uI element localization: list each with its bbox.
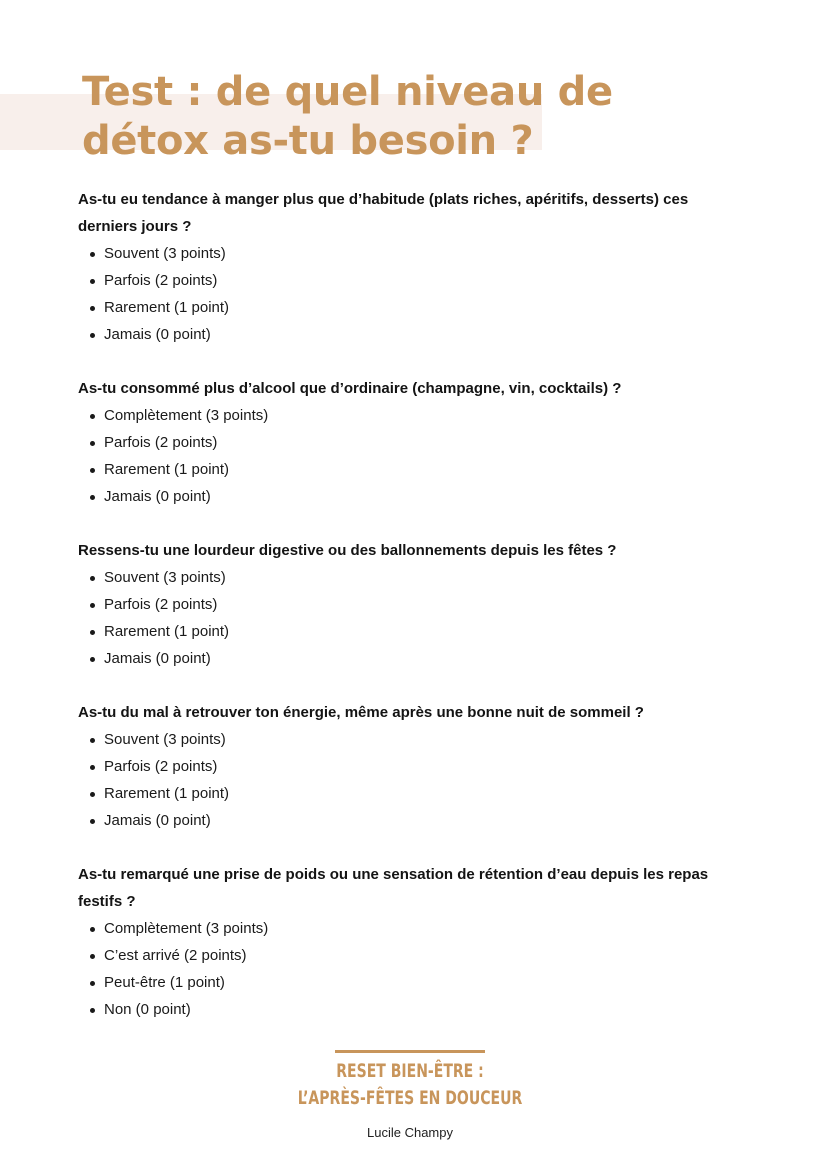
bullet-icon [90, 738, 95, 743]
question-block [78, 375, 748, 510]
answer-option-label: Jamais (0 point) [104, 488, 211, 505]
bullet-icon [90, 603, 95, 608]
bullet-icon [90, 927, 95, 932]
answer-option-label: Parfois (2 points) [104, 434, 218, 451]
page-title-line-2: détox as-tu besoin ? [82, 118, 534, 164]
answer-option [78, 645, 748, 672]
bullet-icon [90, 765, 95, 770]
bullet-icon [90, 333, 95, 338]
answer-option [78, 240, 748, 267]
answer-option [78, 429, 748, 456]
answer-option-label: Rarement (1 point) [104, 299, 230, 316]
answer-option [78, 564, 748, 591]
bullet-icon [90, 954, 95, 959]
bullet-icon [90, 441, 95, 446]
footer-divider [335, 1050, 485, 1053]
quiz-questions [78, 186, 748, 1050]
answer-option-label: Complètement (3 points) [104, 920, 269, 937]
answer-option [78, 591, 748, 618]
answer-option-label: Souvent (3 points) [104, 731, 226, 748]
answer-option-label: Parfois (2 points) [104, 596, 218, 613]
bullet-icon [90, 414, 95, 419]
bullet-icon [90, 981, 95, 986]
question-text: As-tu du mal à retrouver ton énergie, même après une bonne nuit de sommeil ? [78, 704, 644, 721]
answer-option [78, 996, 748, 1023]
footer-brand [0, 1058, 820, 1112]
bullet-icon [90, 468, 95, 473]
question-block [78, 537, 748, 672]
answer-option-label: Complètement (3 points) [104, 407, 269, 424]
answer-list [78, 240, 748, 348]
question-block [78, 186, 748, 348]
bullet-icon [90, 576, 95, 581]
footer [0, 1050, 820, 1142]
answer-option-label: Souvent (3 points) [104, 245, 226, 262]
question-block [78, 699, 748, 834]
answer-option [78, 753, 748, 780]
page-title-line-1: Test : de quel niveau de [82, 69, 613, 115]
answer-option-label: Jamais (0 point) [104, 812, 211, 829]
answer-option [78, 456, 748, 483]
answer-option [78, 402, 748, 429]
bullet-icon [90, 819, 95, 824]
answer-option [78, 942, 748, 969]
answer-option [78, 726, 748, 753]
answer-option [78, 618, 748, 645]
page-title [82, 68, 613, 166]
answer-option-label: Parfois (2 points) [104, 758, 218, 775]
answer-option-label: Souvent (3 points) [104, 569, 226, 586]
answer-option [78, 321, 748, 348]
answer-option-label: Jamais (0 point) [104, 326, 211, 343]
answer-option-label: Rarement (1 point) [104, 785, 230, 802]
answer-option [78, 267, 748, 294]
answer-option [78, 780, 748, 807]
answer-list [78, 402, 748, 510]
bullet-icon [90, 792, 95, 797]
answer-option-label: Rarement (1 point) [104, 461, 230, 478]
question-text: As-tu remarqué une prise de poids ou une sensation de rétention d’eau depuis les repas festifs ? [78, 866, 709, 910]
answer-list [78, 564, 748, 672]
answer-option [78, 969, 748, 996]
answer-list [78, 726, 748, 834]
answer-option [78, 807, 748, 834]
bullet-icon [90, 657, 95, 662]
question-text: Ressens-tu une lourdeur digestive ou des ballonnements depuis les fêtes ? [78, 542, 617, 559]
footer-brand-line-2: L’APRÈS-FÊTES EN DOUCEUR [297, 1087, 523, 1109]
answer-option-label: C’est arrivé (2 points) [104, 947, 247, 964]
answer-option-label: Non (0 point) [104, 1001, 191, 1018]
footer-author: Lucile Champy [367, 1125, 453, 1140]
bullet-icon [90, 306, 95, 311]
answer-option-label: Parfois (2 points) [104, 272, 218, 289]
footer-brand-line-1: RESET BIEN-ÊTRE : [336, 1060, 484, 1082]
answer-option-label: Rarement (1 point) [104, 623, 230, 640]
question-text: As-tu eu tendance à manger plus que d’habitude (plats riches, apéritifs, desserts) ces derniers jours ? [78, 191, 689, 235]
bullet-icon [90, 252, 95, 257]
bullet-icon [90, 279, 95, 284]
bullet-icon [90, 495, 95, 500]
bullet-icon [90, 1008, 95, 1013]
answer-option [78, 915, 748, 942]
answer-list [78, 915, 748, 1023]
answer-option [78, 483, 748, 510]
bullet-icon [90, 630, 95, 635]
question-block [78, 861, 748, 1023]
answer-option [78, 294, 748, 321]
question-text: As-tu consommé plus d’alcool que d’ordinaire (champagne, vin, cocktails) ? [78, 380, 622, 397]
answer-option-label: Jamais (0 point) [104, 650, 211, 667]
answer-option-label: Peut-être (1 point) [104, 974, 225, 991]
